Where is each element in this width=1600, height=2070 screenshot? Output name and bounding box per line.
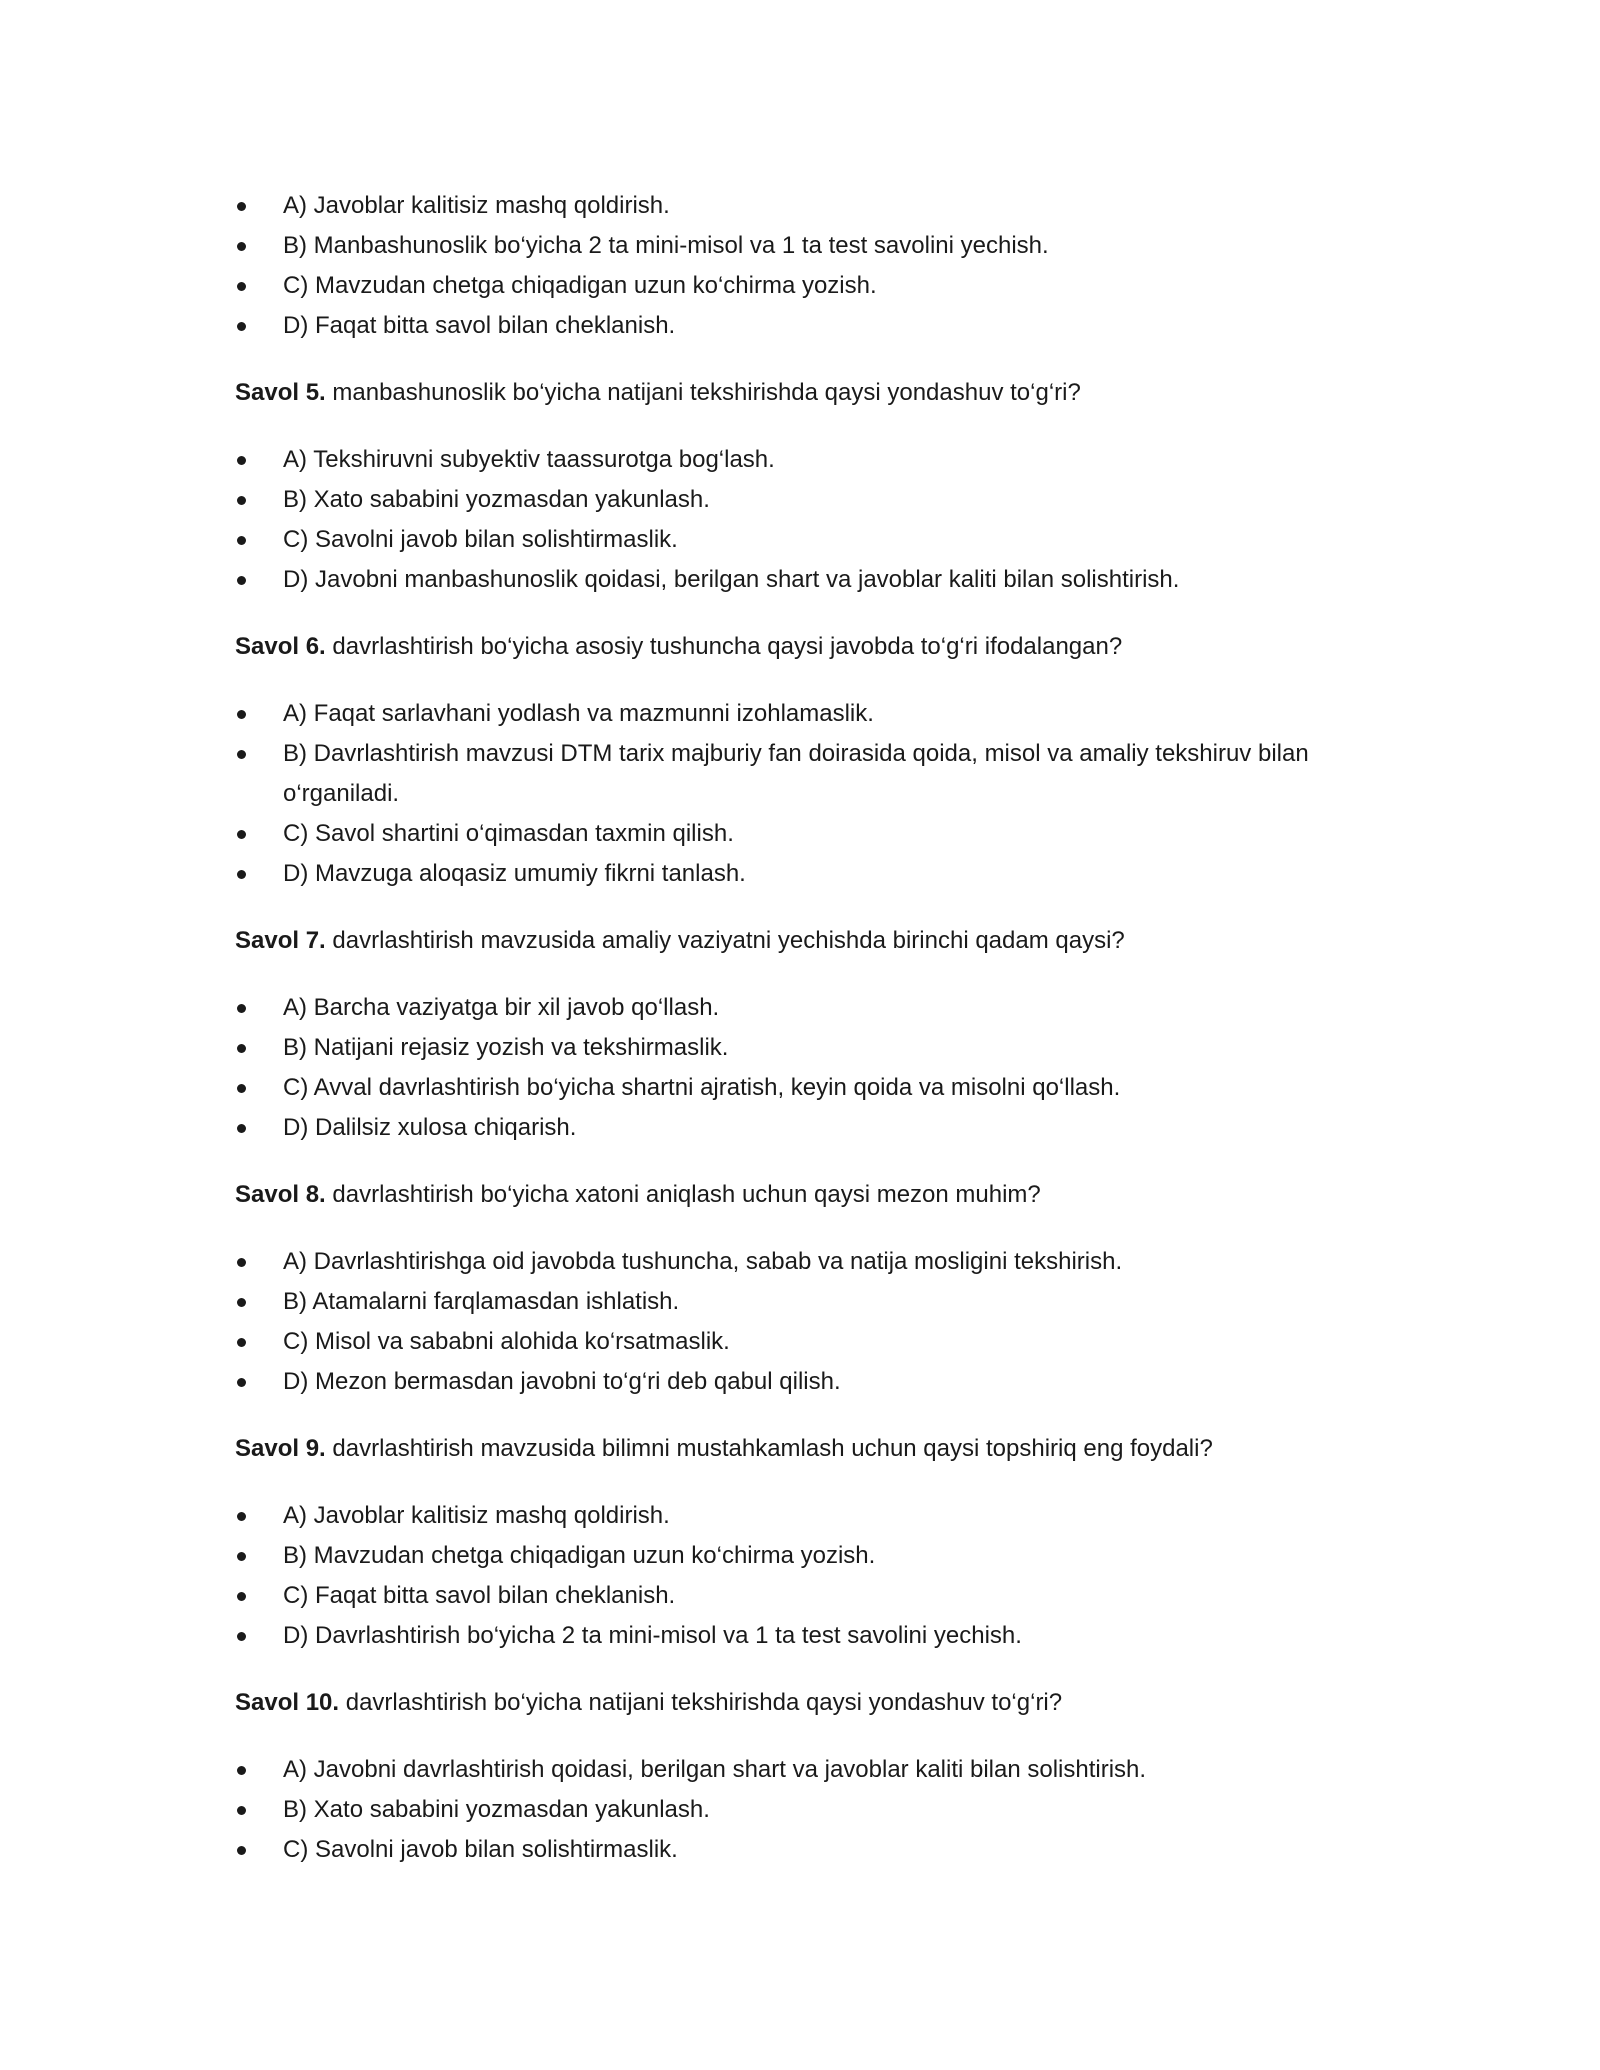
question-label: Savol 6. [235,633,326,660]
question-label: Savol 9. [235,1435,326,1462]
question-5 [235,1429,1365,1469]
bullet-icon [237,870,246,879]
question-text: davrlashtirish bo‘yicha natijani tekshirishda qaysi yondashuv to‘g‘ri? [339,1689,1063,1716]
option-item [235,560,1365,600]
question-label: Savol 10. [235,1689,340,1716]
bullet-icon [237,1592,246,1601]
option-item [235,1068,1365,1108]
option-list [235,988,1365,1148]
option-text: C) Mavzudan chetga chiqadigan uzun ko‘chirma yozish. [283,272,877,299]
option-list [235,1496,1365,1656]
option-item [235,814,1365,854]
bullet-icon [237,1632,246,1641]
bullet-icon [237,242,246,251]
option-text: D) Dalilsiz xulosa chiqarish. [283,1114,577,1141]
option-text: C) Savolni javob bilan solishtirmaslik. [283,1836,678,1863]
bullet-icon [237,1044,246,1053]
option-item [235,186,1365,226]
option-item [235,1282,1365,1322]
option-list [235,1750,1365,1870]
option-text: A) Tekshiruvni subyektiv taassurotga bog‘lash. [283,446,775,473]
option-item [235,1830,1365,1870]
option-text: B) Xato sababini yozmasdan yakunlash. [283,486,710,513]
option-text: A) Faqat sarlavhani yodlash va mazmunni izohlamaslik. [283,700,874,727]
option-text: D) Mavzuga aloqasiz umumiy fikrni tanlash. [283,860,746,887]
question-label: Savol 7. [235,927,326,954]
option-text: D) Mezon bermasdan javobni to‘g‘ri deb qabul qilish. [283,1368,841,1395]
document-content [235,186,1365,1870]
bullet-icon [237,322,246,331]
bullet-icon [237,1258,246,1267]
option-item [235,266,1365,306]
option-item [235,854,1365,894]
bullet-icon [237,1298,246,1307]
option-list [235,186,1365,346]
option-text: A) Barcha vaziyatga bir xil javob qo‘llash. [283,994,720,1021]
option-text: A) Davrlashtirishga oid javobda tushuncha, sabab va natija mosligini tekshirish. [283,1248,1123,1275]
question-text: davrlashtirish bo‘yicha asosiy tushuncha qaysi javobda to‘g‘ri ifodalangan? [325,633,1123,660]
option-text: D) Javobni manbashunoslik qoidasi, berilgan shart va javoblar kaliti bilan solishtirish. [283,566,1180,593]
option-text: D) Faqat bitta savol bilan cheklanish. [283,312,676,339]
option-item [235,306,1365,346]
option-item [235,1242,1365,1282]
option-item [235,1616,1365,1656]
option-text: B) Mavzudan chetga chiqadigan uzun ko‘chirma yozish. [283,1542,876,1569]
option-text: D) Davrlashtirish bo‘yicha 2 ta mini-misol va 1 ta test savolini yechish. [283,1622,1022,1649]
bullet-icon [237,1378,246,1387]
bullet-icon [237,1846,246,1855]
question-text: davrlashtirish mavzusida bilimni mustahkamlash uchun qaysi topshiriq eng foydali? [325,1435,1213,1462]
option-item [235,1750,1365,1790]
option-list [235,1242,1365,1402]
question-text: davrlashtirish mavzusida amaliy vaziyatni yechishda birinchi qadam qaysi? [325,927,1125,954]
option-list [235,694,1365,894]
bullet-icon [237,202,246,211]
bullet-icon [237,1806,246,1815]
bullet-icon [237,282,246,291]
option-item [235,1362,1365,1402]
option-text: C) Savol shartini o‘qimasdan taxmin qilish. [283,820,734,847]
option-item [235,694,1365,734]
bullet-icon [237,536,246,545]
bullet-icon [237,1084,246,1093]
option-item [235,440,1365,480]
option-text: A) Javoblar kalitisiz mashq qoldirish. [283,192,670,219]
bullet-icon [237,576,246,585]
bullet-icon [237,750,246,759]
question-2 [235,627,1365,667]
option-text: B) Natijani rejasiz yozish va tekshirmaslik. [283,1034,729,1061]
bullet-icon [237,496,246,505]
option-text: B) Manbashunoslik bo‘yicha 2 ta mini-misol va 1 ta test savolini yechish. [283,232,1049,259]
bullet-icon [237,1124,246,1133]
question-label: Savol 8. [235,1181,326,1208]
bullet-icon [237,1512,246,1521]
question-6 [235,1683,1365,1723]
bullet-icon [237,456,246,465]
option-item [235,1536,1365,1576]
question-text: manbashunoslik bo‘yicha natijani tekshirishda qaysi yondashuv to‘g‘ri? [325,379,1081,406]
option-item [235,520,1365,560]
option-item [235,1322,1365,1362]
bullet-icon [237,1338,246,1347]
bullet-icon [237,1004,246,1013]
question-label: Savol 5. [235,379,326,406]
question-4 [235,1175,1365,1215]
option-item [235,1108,1365,1148]
question-1 [235,373,1365,413]
option-item [235,1028,1365,1068]
option-item [235,1790,1365,1830]
option-list [235,440,1365,600]
option-text: C) Avval davrlashtirish bo‘yicha shartni ajratish, keyin qoida va misolni qo‘llash. [283,1074,1121,1101]
option-text: C) Faqat bitta savol bilan cheklanish. [283,1582,676,1609]
option-item [235,1576,1365,1616]
option-item [235,734,1365,814]
option-item [235,226,1365,266]
option-item [235,1496,1365,1536]
bullet-icon [237,1766,246,1775]
option-text: A) Javoblar kalitisiz mashq qoldirish. [283,1502,670,1529]
option-text: A) Javobni davrlashtirish qoidasi, berilgan shart va javoblar kaliti bilan solishtirish. [283,1756,1147,1783]
option-item [235,480,1365,520]
bullet-icon [237,830,246,839]
option-text: B) Xato sababini yozmasdan yakunlash. [283,1796,710,1823]
option-text: C) Savolni javob bilan solishtirmaslik. [283,526,678,553]
option-item [235,988,1365,1028]
bullet-icon [237,1552,246,1561]
option-text: B) Atamalarni farqlamasdan ishlatish. [283,1288,680,1315]
option-text: B) Davrlashtirish mavzusi DTM tarix majburiy fan doirasida qoida, misol va amaliy tekshiruv bilan o‘rganiladi. [283,740,1309,807]
bullet-icon [237,710,246,719]
option-text: C) Misol va sababni alohida ko‘rsatmaslik. [283,1328,730,1355]
question-text: davrlashtirish bo‘yicha xatoni aniqlash uchun qaysi mezon muhim? [325,1181,1041,1208]
question-3 [235,921,1365,961]
